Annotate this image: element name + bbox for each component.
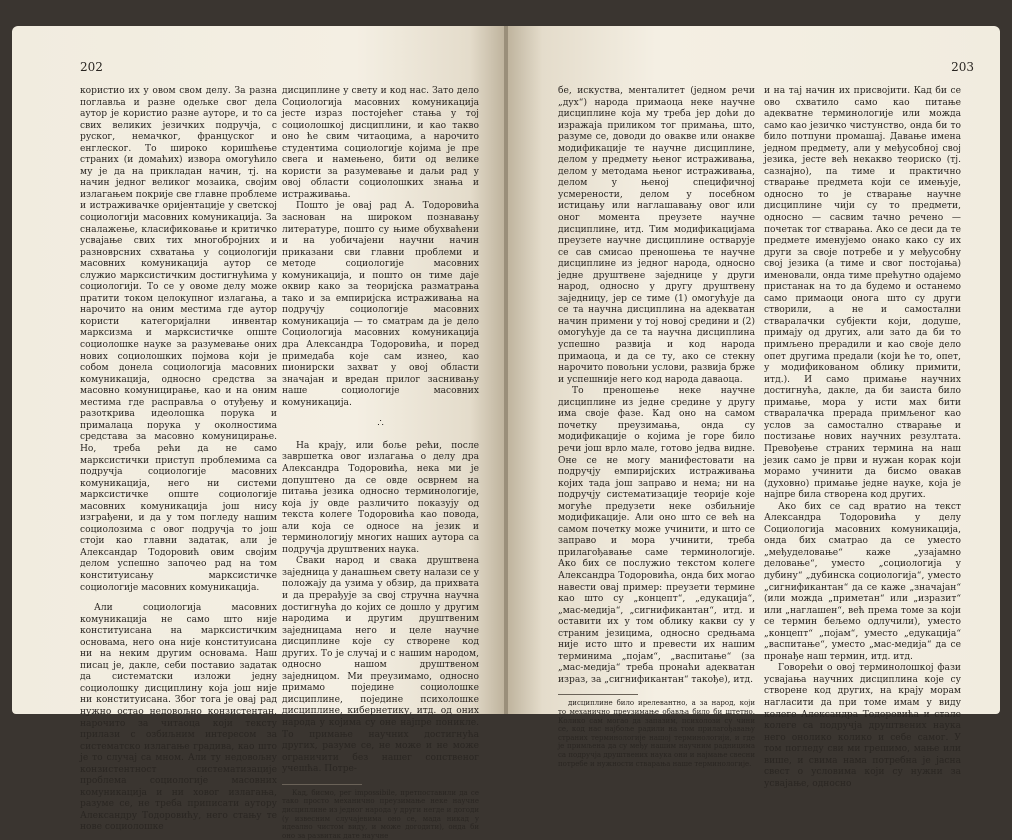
paragraph: То преношење неке научне дисциплине из једне средине у другу има своје фазе. Кад оно на самом почетку преузимања, онда су модификације о којима је горе било речи још врло мале, готово једва видне. Оне се не могу манифестовати на подручју емпиријских истраживања којих тада још заправо и нема; ни на подручју систематизације теорије које могуће предузети неке озбиљније модификације. Али оно што се већ на самом почетку може учинити, и што се заправо и мора учинити, треба прилагођавање саме терминологије. Ако бих се послужио текстом колеге Александра Тодоровића, онда бих могао навести овај пример: преузети термине као што су „концепт“, „едукација“, „мас-медија“, „сигнификантан“, итд. и оставити их у том облику какви су у страним језицима, односно средњама није исто што и превести их нашим терминима „појам“, „васпитање“ (за „мас-медија“ треба пронаћи адекватан израз, за „сигнификантан“ такође), итд. [558,386,755,685]
page-number: 203 [951,60,974,74]
paragraph: На крају, или боље рећи, после завршетка овог излагања о делу дра Александра Тодоровића, нека ми је допуштено да се овде осврнем на питања језика односно терминологије, која ју овде различито показују од текста колеге Тодоровића као повода, али која се односе на језик и терминологију многих наших аутора са подручја друштвених наука. [282,440,479,555]
paragraph: Али социологија масовних комуникација не само што није конституисана на марксистичким основама, него она није конституисана ни на неким другим основама. Наш писац је, дакле, себи поставио задатак да систематски изложи једну социолошку дисциплину која још није ни конституисана. Због тога је овај рад нужно остао недовољно конзистентан, нарочито за читаоца који тексту прилази с озбиљним интересом за систематско излагање градива, као што је то случај са мном. Али ту недовољну конзистентност систематизације проблема социологије масовних комуникација и ни ховог излагања, разуме се, не треба приписати аутору Александру Тодоровићу, него стању те нове социолошке [80,603,277,833]
footnote-text: дисциплине било ирелевантно, а за народ, који то механично преузимање обавља било би штетно. Колико сам могао да запазим, психолози су чини се, код нас најбоље радили на том прилагођавању страних терминологије нашој терминологији, и где је примљена да су међу нашим научним радницима са подручја друштвених наука они и најмање свесни потребе и нужности стварања наше терминологије. [558,699,755,768]
right-page [508,26,1000,789]
section-separator: ∴ [377,418,384,430]
paragraph: бе, искуства, менталитет (једном речи „дух“) народа примаоца неке научне дисциплине која му треба јер доћи до изражаја приликом тог примања, што, разуме се, доводи до овакве или онакве модификације те научне дисциплине, делом у предмету њеног истраживања, делом у методама њеног истраживања, делом у њеној специфичној усмерености, делом у посебном истицању или наглашавању овог или оног момента преузете научне дисциплине, итд. Тим модификацијама преузете научне дисциплине остварује се сав смисао преношења те научне дисциплине из једног народа, односно једне друштвене заједнице у други народ, односно у другу друштвену заједницу, јер се тиме (1) омогућује да се та научна дисциплина на адекватан начин примени у тој новој средини и (2) омогућује да се та научна дисциплина успешно развија и код народа примаоца, и да се ту, ако се стекну нарочито повољни услови, развија брже и успешније него код народа даваоца. [558,86,755,385]
paragraph: и на тај начин их присвојити. Кад би се ово схватило само као питање адекватне терминологије или можда само као језичко чистунство, онда би то било потпуни промашај. Давање имена једном предмету, али у међусобној свој језика, јесте већ некакво теориско (тј. сазнајно), па тиме и практично стварање предмета који се имењује, односно то је стварање научне дисциплине чији су то предмети, односно — сасвим тачно речено — почетак тог стварања. Ако се деси да те предмете именујемо онако како су их други за своје потребе и у међусобну свој језика (а тиме и свог постојања) именовали, онда тиме прећутно одајемо пристанак на то да будемо и останемо само примаоци онога што су други створили, а не и самостални стваралачки субјекти који, додуше, примају од других, али зато да би то примљено прерадили и као своје дело опет другима предали (који ће то, опет, у модификованом облику примити, итд.). И само примање научних достигнућа, дакле, да би заиста било примање, мора у исти мах бити стваралачка прерада примљеног као услов за самостално стварање и постизање нових научних резултата. Превођење страних термина на наш језик само је први и нужан корак који морамо учинити да бисмо овакав (духовно) примање једне науке, која је најпре била створена код других. [764,86,961,501]
footnote-rule [282,784,362,785]
left-page [12,26,504,840]
left-column-1 [80,86,277,834]
paragraph: Пошто је овај рад А. Тодоровића заснован на широком познавању литературе, пошто су њиме обухваћени и на уобичајени научни начин приказани сви главни проблеми и методе социологије масовних комуникација, и пошто он тиме даје оквир како за теоријска разматрања тако и за емпиријска истраживања на подручју социологије масовних комуникација — то сматрам да је дело Социологија масовних комуникација дра Александра Тодоровића, и поред примедаба које сам изнео, као пионирски захват у овој области значајан и вредан прилог заснивању наше социологије масовних комуникација. [282,201,479,408]
paragraph: користио их у овом свом делу. За разна поглавља и разне одељке свог дела аутор је користио разне ауторе, и то са свих великих језичких подручја, с руског, немачког, француског и енглеског. То широко коришћење страних (и домаћих) извора омогућило му је да на прикладан начин, тј. на начин једног великог мозаика, својим излагањем покрије све главне проблеме и истраживачке оријентације у светској социологији масовних комуникација. За сналажење, класификовање и критичко усвајање свих тих многобројних и разноврсних схватања у социологији масовних комуникација аутор се служио марксистичким достигнућима у социологији. То се у овоме делу може пратити током целокупног излагања, а нарочито на оним местима где аутор користи категоријални инвентар марксизма и марксистичке опште социолошке науке за разумевање оних нових социолошких појмова који је собом донела социологија масовних комуникација, односно средства за масовно комуницирање, као и на оним местима где расправља о отуђењу и разоткрива идеолошка порука и прималаца порука у околностима средстава за масовно комуницирање. Но, треба рећи да не само марксистички приступ проблемима са подручја социологије масовних комуникација, него ни системи марксистичке опште социологије масовних комуникација још нису изграђени, и да у том погледу нашим социолозима с овог подручја то још стоји као главни задатак, али је Александар Тодоровић овим својим делом успешно започео рад на том конституисању марксистичке социологије масовних комуникација. [80,86,277,593]
footnote [282,789,479,840]
paragraph: Ако бих се сад вратио на текст Александра Тодоровића у делу Социологија масовних комуникација, онда бих сматрао да се уместо „међуделовање“ каже „узајамно деловање“, уместо „социологија у дубину“ „дубинска социологија“, уместо „сигнификантан“ да се каже „значајан“ (или можда „приметан“ или „изразит“ или „наглашен“, већ према томе за који се термин бељемо одлучили), уместо „концепт“ „појам“, уместо „едукација“ „васпитање“, уместо „мас-медија“ да се пронађе наш термин, итд. итд. [764,501,961,662]
paragraph: Говорећи о овој терминолошкој фази усвајања научних дисциплина које су створене код других, на крају морам нагласити да при томе имам у виду колеге Александра Тодоровића и стале колеге са подручја друштвених наука него онолико колико и себе самог. У том погледу сви ми грешимо, мање или више, и свима нама потребна је јасна свест о условима који су нужни за усвајање, односно [764,663,961,789]
paragraph: Сваки народ и свака друштвена заједница у данашњем свету налази се у положају да узима у обзир, да прихвата и да прерађује за свој стручна научна достигнућа до којих се дошло у другим народима и другим друштвеним заједницама него и целе научне дисциплине које су створене код других. То је случај и с нашим народом, односно нашом друштвеном заједницом. Ми преузимамо, односно примамо поједине социолошке дисциплине, поједине психолошке дисциплине, кибернетику, итд. од оних народа у којима су оне најпре поникле. То примање научних достигнућа других, разуме се, не може и не може ограничити без нашег сопственог учешћа. Потре- [282,556,480,775]
footnote [558,699,755,768]
right-column-1 [558,86,755,768]
right-column-2 [764,86,961,790]
page-number: 202 [80,60,103,74]
footnote-rule [558,694,638,695]
paragraph: дисциплине у свету и код нас. Зато дело Социологија масовних комуникација јесте израз постојећег стања у тој социолошкој дисциплини, и као такво оно ће свим читаоцима, а нарочито студентима социологије којима је пре свега и намењено, бити од велике користи за разумевање и даљи рад у овој области социолошких знања и истраживања. [282,86,479,200]
footnote-text: Кад, бисмо, рег impossibile, претпоставили да се тако просто механично преузимање неке научне дисциплине из једног народа у други негде и догоди (у извесним случајевима оно се, мада никад у идеално чистом виду, и може догодити), онда би оно за развитак дате научне [282,788,479,840]
left-column-2 [282,86,479,840]
